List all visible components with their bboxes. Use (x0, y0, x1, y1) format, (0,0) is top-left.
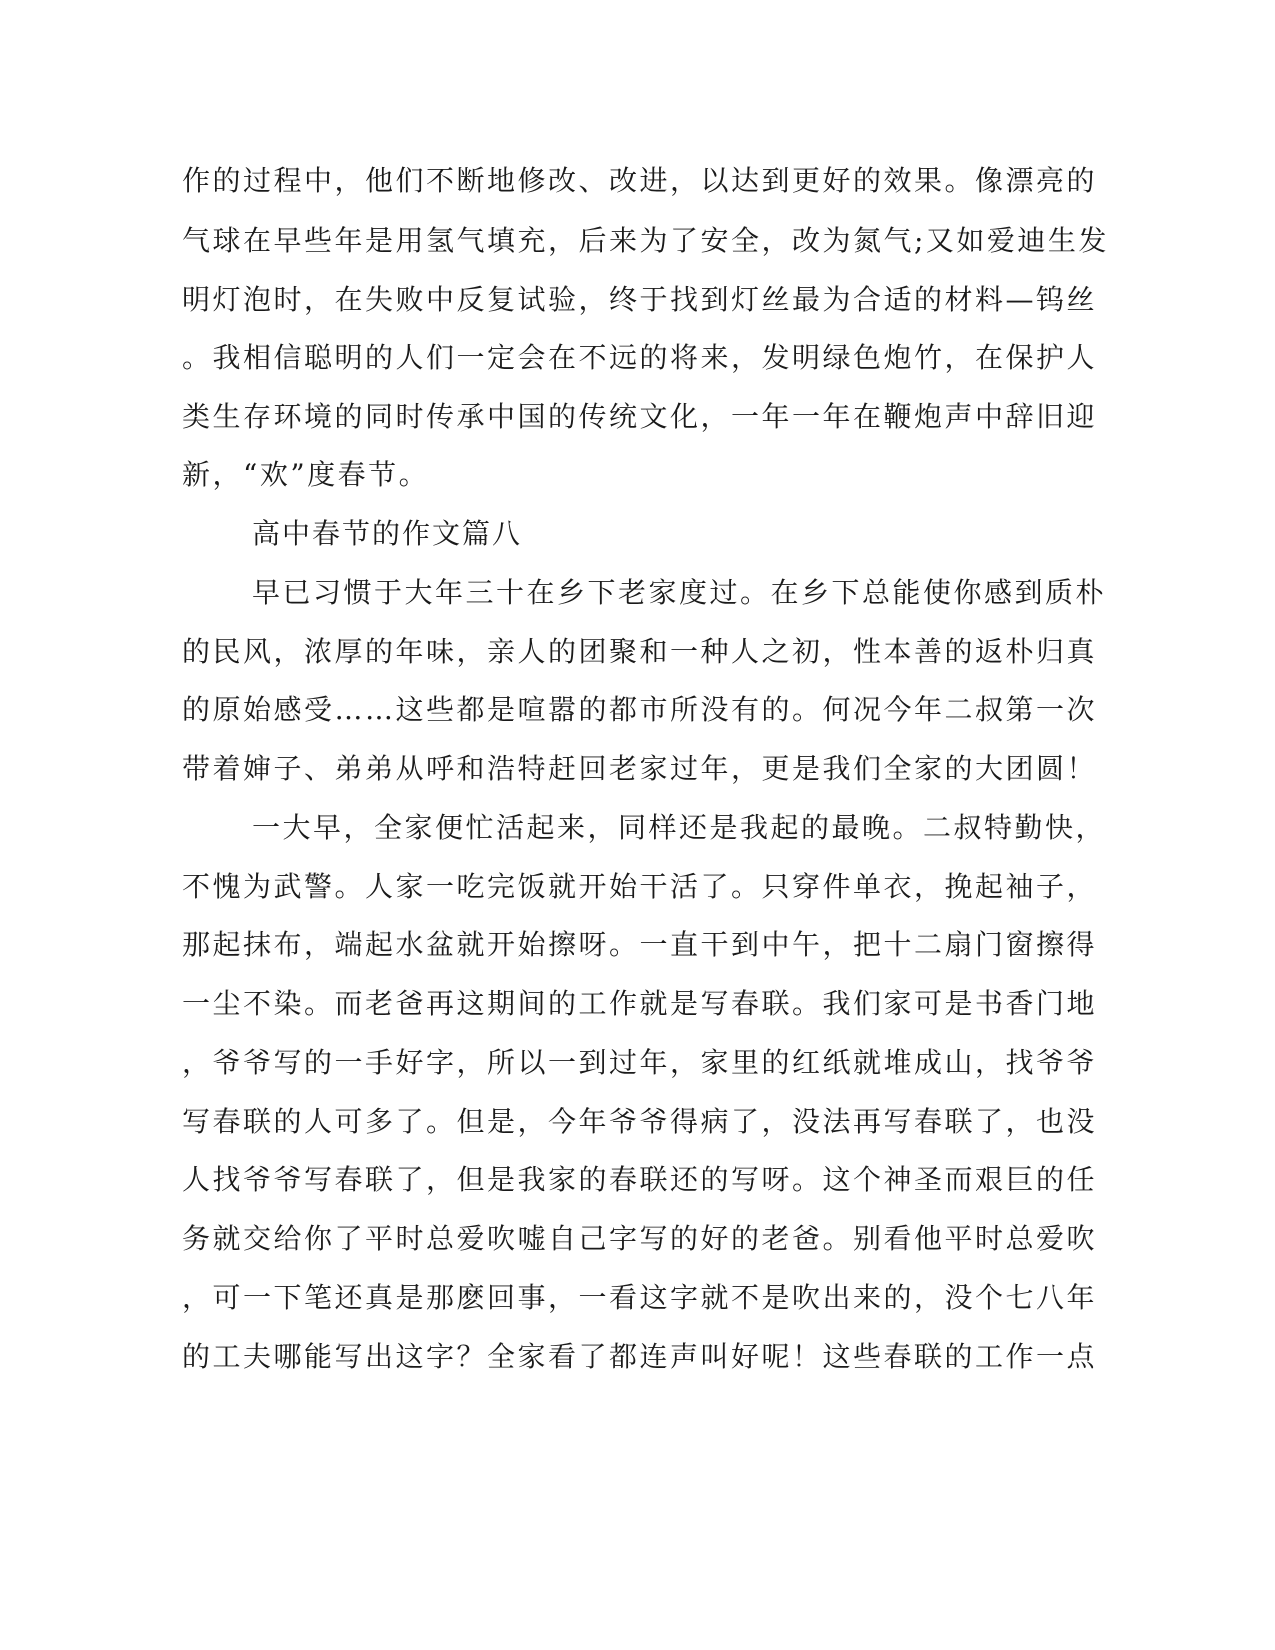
paragraph-3-line-6: 写春联的人可多了。但是，今年爷爷得病了，没法再写春联了，也没 (182, 1105, 1098, 1138)
paragraph-2-line-4: 带着婶子、弟弟从呼和浩特赶回老家过年，更是我们全家的大团圆！ (182, 752, 1098, 785)
paragraph-3-line-9: ，可一下笔还真是那麽回事，一看这字就不是吹出来的，没个七八年 (182, 1281, 1098, 1314)
paragraph-2-line-3: 的原始感受……这些都是喧嚣的都市所没有的。何况今年二叔第一次 (182, 693, 1098, 726)
paragraph-3-line-7: 人找爷爷写春联了，但是我家的春联还的写呀。这个神圣而艰巨的任 (182, 1163, 1098, 1196)
paragraph-3-line-3: 那起抹布，端起水盆就开始擦呀。一直干到中午，把十二扇门窗擦得 (182, 928, 1098, 961)
paragraph-1-line-2: 气球在早些年是用氢气填充，后来为了安全，改为氮气;又如爱迪生发 (182, 224, 1109, 257)
paragraph-1-line-5: 类生存环境的同时传承中国的传统文化，一年一年在鞭炮声中辞旧迎 (182, 400, 1098, 433)
paragraph-2-line-1: 早已习惯于大年三十在乡下老家度过。在乡下总能使你感到质朴 (252, 576, 1107, 609)
paragraph-2-line-2: 的民风，浓厚的年味，亲人的团聚和一种人之初，性本善的返朴归真 (182, 635, 1098, 668)
paragraph-3-line-4: 一尘不染。而老爸再这期间的工作就是写春联。我们家可是书香门地 (182, 987, 1098, 1020)
paragraph-3-line-10: 的工夫哪能写出这字？全家看了都连声叫好呢！这些春联的工作一点 (182, 1340, 1098, 1373)
paragraph-1-line-4: 。我相信聪明的人们一定会在不远的将来，发明绿色炮竹，在保护人 (182, 341, 1098, 374)
paragraph-3-line-2: 不愧为武警。人家一吃完饭就开始干活了。只穿件单衣，挽起袖子， (182, 870, 1098, 903)
paragraph-3-line-8: 务就交给你了平时总爱吹嘘自己字写的好的老爸。别看他平时总爱吹 (182, 1222, 1098, 1255)
paragraph-1-line-1: 作的过程中，他们不断地修改、改进，以达到更好的效果。像漂亮的 (182, 164, 1098, 197)
paragraph-1-line-6: 新，“欢”度春节。 (182, 458, 430, 491)
section-heading: 高中春节的作文篇八 (252, 517, 523, 550)
paragraph-1-line-3: 明灯泡时，在失败中反复试验，终于找到灯丝最为合适的材料—钨丝 (182, 283, 1098, 316)
paragraph-3-line-1: 一大早，全家便忙活起来，同样还是我起的最晚。二叔特勤快， (252, 811, 1107, 844)
paragraph-3-line-5: ，爷爷写的一手好字，所以一到过年，家里的红纸就堆成山，找爷爷 (182, 1046, 1098, 1079)
